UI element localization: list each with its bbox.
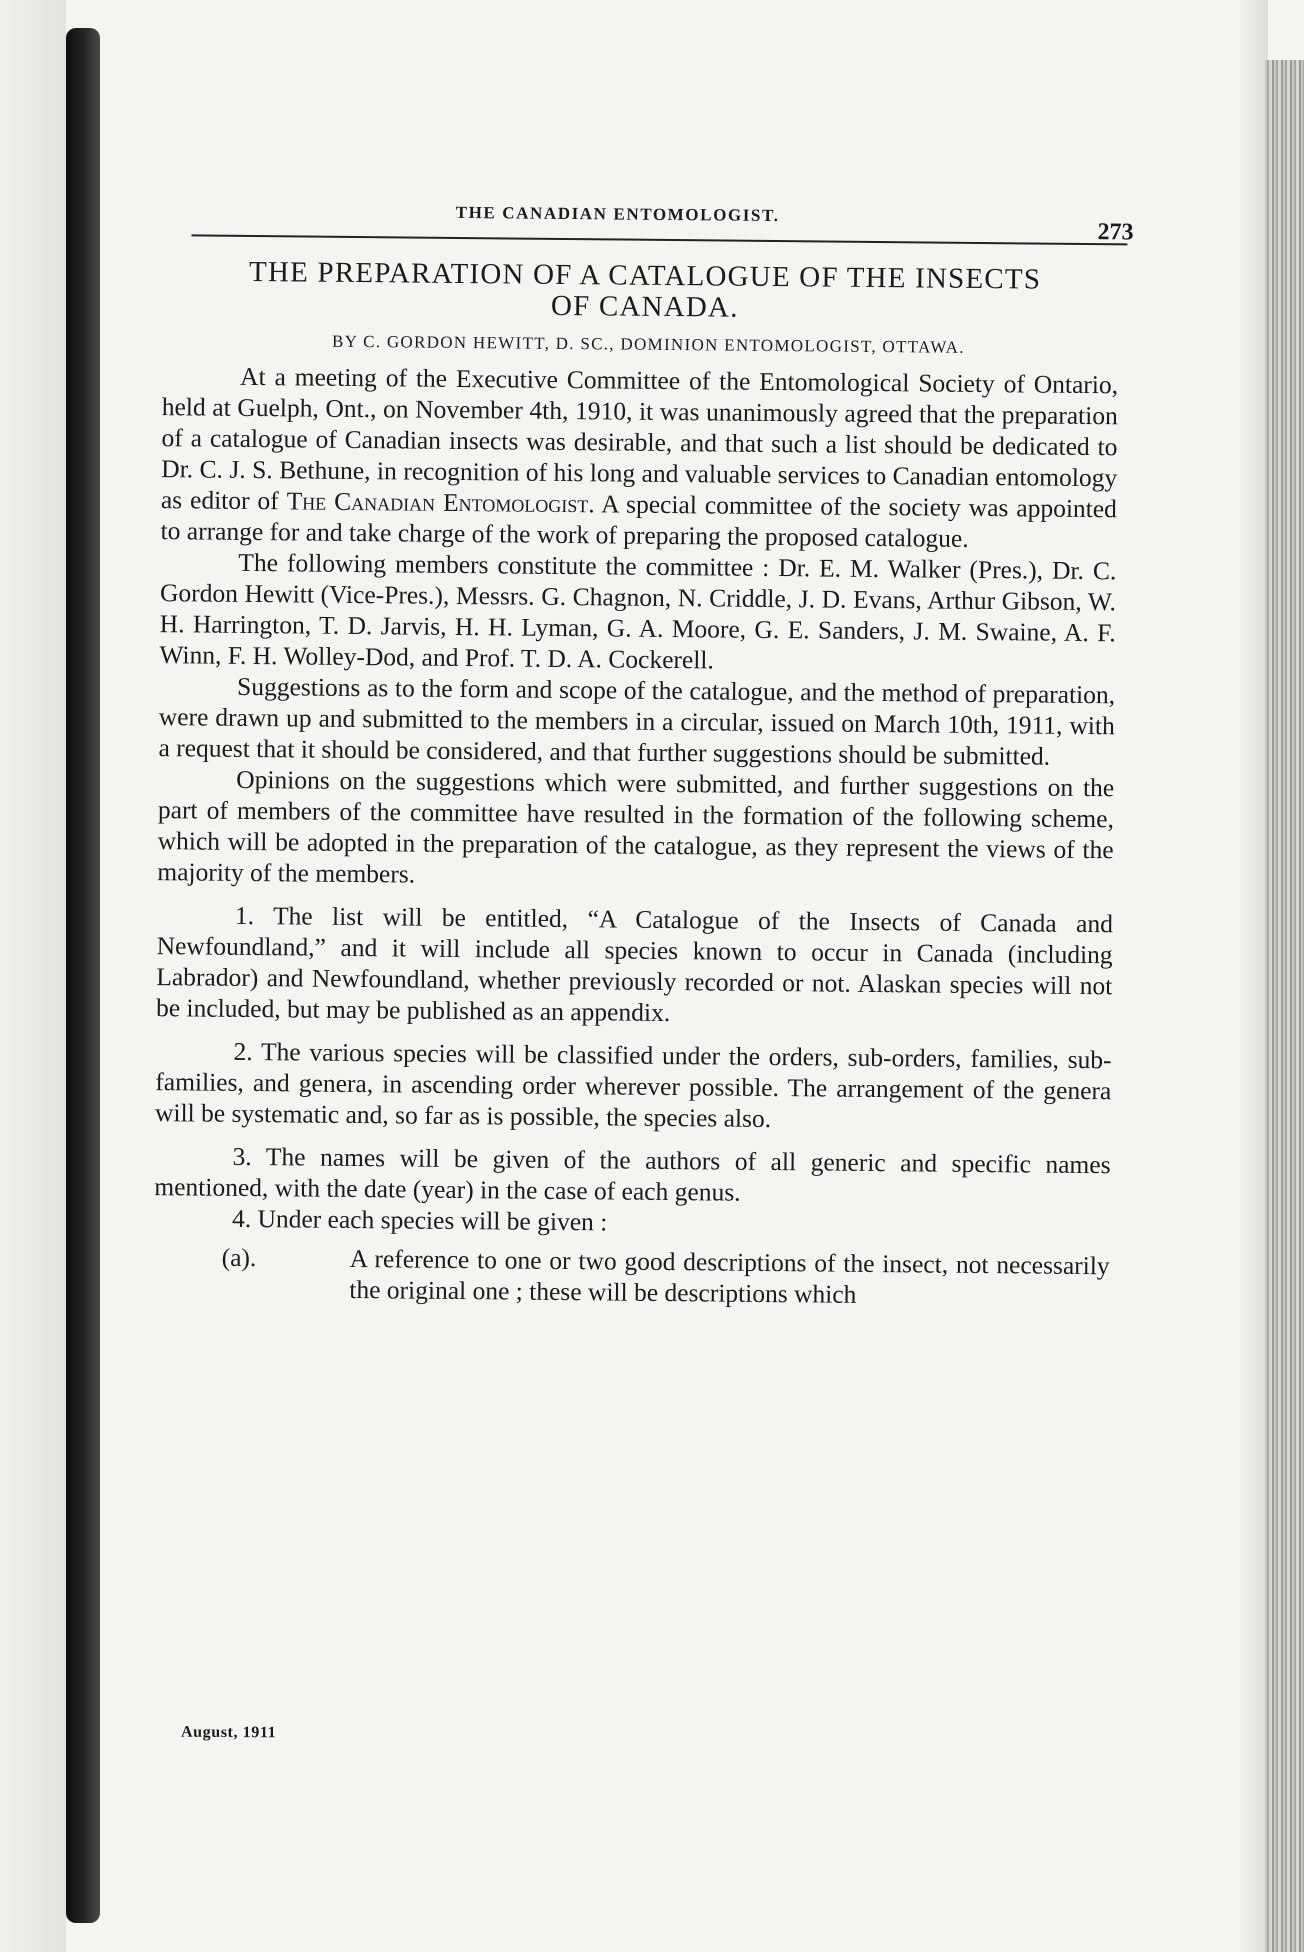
issue-date: August, 1911 xyxy=(180,1723,277,1742)
paragraph-4: Opinions on the suggestions which were submitted, and further suggestions on the part of members of the committee have resulted in the formation of the following scheme, which will be adopted in the preparation of the catalogue, as they represent the views of the majority of the members. xyxy=(157,764,1115,889)
paragraph-1-text-b: A special committee of the society was appointed to arrange for and take charge of the work of preparing the proposed catalogue. xyxy=(160,489,1118,553)
paragraph-1-text-a: At a meeting of the Executive Committee of the Entomological Society of Ontario, held at Guelph, Ont., on November 4th, 1910, it was unanimously agreed that the preparation of a catalogue of Canadian insects was desirable, and that such a list should be dedicated to Dr. C. J. S. Bethune, in recognition of his long and valuable services to Canadian entomology as editor of xyxy=(160,361,1119,516)
page-content xyxy=(139,180,1134,1312)
journal-title: THE CANADIAN ENTOMOLOGIST. xyxy=(455,202,780,226)
list-item-4: 4. Under each species will be given : xyxy=(231,1203,608,1237)
article-title xyxy=(149,256,1120,327)
facing-page-edge xyxy=(0,0,66,1952)
page-curl-shadow xyxy=(1238,0,1268,1952)
article-body xyxy=(139,360,1118,1312)
paragraph-2: The following members constitute the committee : Dr. E. M. Walker (Pres.), Dr. C. Gordon Hewitt (Vice-Pres.), Messrs. G. Chagnon, N. Criddle, J. D. Evans, Arthur Gibson, W. H. Harrington, T. D. Jarvis, H. H. Lyman, G. A. Moore, G. E. Sanders, J. M. Swaine, A. F. Winn, F. H. Wolley-Dod, and Prof. T. D. A. Cockerell. xyxy=(159,547,1117,675)
book-binding-shadow xyxy=(66,28,100,1923)
header-rule xyxy=(191,234,1127,245)
list-item-2: 2. The various species will be classified under the orders, sub-orders, families, sub-families, and genera, in ascending order wherever possible. The arrangement of the genera will be systematic and, so far as is possible, the species also. xyxy=(154,1036,1112,1134)
page-number: 273 xyxy=(1097,219,1134,246)
article-title-line-2: OF CANADA. xyxy=(550,289,739,324)
paragraph-1 xyxy=(160,360,1118,555)
list-item-1: 1. The list will be entitled, “A Catalogue of the Insects of Canada and Newfoundland,” and it will include all species known to occur in Canada (including Labrador) and Newfoundland, whether previously recorded or not. Alaskan species will not be included, but may be published as an appendix. xyxy=(155,900,1114,1028)
list-item-3: 3. The names will be given of the authors of all generic and specific names mentioned, with the date (year) in the case of each genus. xyxy=(154,1141,1111,1207)
list-item-4a-text: A reference to one or two good descriptions of the insect, not necessarily the original one ; these will be descriptions which xyxy=(349,1243,1110,1309)
list-item-4a-marker: (a). xyxy=(221,1242,257,1273)
journal-reference: The Canadian Entomologist. xyxy=(286,486,595,519)
author-byline: BY C. GORDON HEWITT, D. SC., DOMINION ENTOMOLOGIST, OTTAWA. xyxy=(331,331,965,357)
page-stack-edge xyxy=(1265,60,1304,1952)
running-head xyxy=(149,180,1134,246)
article-title-line-1: THE PREPARATION OF A CATALOGUE OF THE INSECTS xyxy=(248,255,1042,296)
list-item-4a xyxy=(153,1241,1110,1312)
paragraph-3: Suggestions as to the form and scope of the catalogue, and the method of preparation, were drawn up and submitted to the members in a circular, issued on March 10th, 1911, with a request that it should be considered, and that further suggestions should be submitted. xyxy=(158,671,1116,771)
